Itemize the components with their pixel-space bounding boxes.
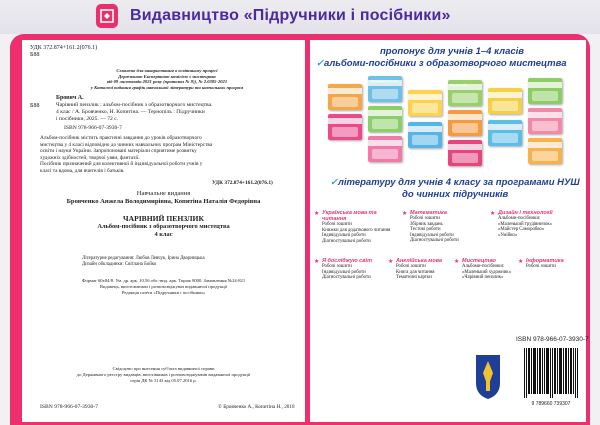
udk-bottom: УДК 372.874+161.2(076.1) <box>212 180 273 186</box>
approval-line: від 09 листопада 2021 року (протокол № 9)), № 2.0385-2021 <box>106 79 228 85</box>
approval-line: у Каталозі видання графік навчальної літератури та навчальних програм <box>90 84 244 90</box>
annotation-line: класі та вдома, для вчителів і батьків. <box>40 167 125 174</box>
publisher-name: Видавництво «Підручники і посібники» <box>130 7 451 24</box>
publisher-header <box>0 0 600 34</box>
biblio-line: і посібники, 2025. — 72 с. <box>56 115 119 122</box>
check-icon: ✓ <box>316 58 324 69</box>
approval-line: Державною Експертною комісією з мистецтва <box>118 73 216 79</box>
category-title: Англійська мова <box>396 258 443 264</box>
biblio-code: Б88 <box>30 103 40 109</box>
barcode-digits: 9 789660 739307 <box>531 401 571 407</box>
copyright: © Бровченко А., Копитіна Н., 2018 <box>218 404 295 410</box>
literature-subheading: до чинних підручників <box>402 189 509 200</box>
book-cover <box>528 78 562 104</box>
category-item: Робочі зошити <box>410 216 440 221</box>
publisher-logo-icon <box>96 4 118 28</box>
annotation-line: Посібник призначений для колективної й індивідуальної роботи учнів у <box>40 161 203 167</box>
book-title-label: Чарівний пензлик <box>370 79 399 83</box>
approval-line: Схвалено для використання в освітньому процесі <box>116 68 218 73</box>
albums-heading <box>316 58 567 69</box>
category-item: Діагностувальні роботи <box>410 238 459 244</box>
star-icon: ★ <box>314 211 320 217</box>
book-cover <box>368 106 402 132</box>
authors-full: Бровченко Анжела Володимирівна, Копитіна Наталія Федорівна <box>66 198 261 205</box>
annotation-line: мистецтва у 4 класі відповідно до чинних навчальних програм Міністерства <box>40 141 213 148</box>
book-cover <box>528 108 562 134</box>
book-cover <box>448 110 482 136</box>
certificate-line: до Державного реєстру видавців, виготівників і розповсюджувачів видавничої продукції <box>76 372 251 377</box>
book-cover <box>528 138 562 164</box>
category-item: Тематичні картки <box>396 275 432 281</box>
book-cover <box>488 120 522 146</box>
category-item: Альбоми-посібники: <box>498 216 541 221</box>
imprint-page <box>22 40 305 422</box>
biblio-line: 4 клас / А. Бровченко, Н. Копитіна. — Тернопіль : Підручники <box>56 108 205 115</box>
book-cover <box>488 88 522 114</box>
biblio-record <box>56 102 212 122</box>
isbn-middle: ISBN 978-966-07-3930-7 <box>64 125 122 131</box>
publisher-certificate <box>22 366 305 384</box>
book-subtitle: Альбом-посібник з образотворчого мистецтва <box>97 223 230 230</box>
category-title: Я досліджую світ <box>322 258 372 264</box>
category-item: Книга для читання <box>396 269 435 275</box>
author-heading: Брович А. <box>56 95 84 101</box>
edition-type: Навчальне видання <box>136 190 191 197</box>
category-title: Мистецтво <box>462 258 496 264</box>
annotation-line: художніх здібностей, творчої уяви, фантазії. <box>40 154 140 161</box>
star-icon: ★ <box>518 259 524 265</box>
category-item: Книжки для додаткового читання <box>322 227 391 233</box>
print-info-line: Видавець, виготовлювач і розповсюджувач видавничої продукції <box>99 284 228 289</box>
approval-block <box>42 68 292 90</box>
category-item: Збірник завдань <box>410 221 443 227</box>
book-cover <box>408 122 442 148</box>
book-cover <box>368 136 402 162</box>
literature-heading <box>330 177 580 188</box>
barcode-icon <box>522 346 580 402</box>
book-cover <box>328 84 362 110</box>
book-grade: 4 клас <box>154 231 173 238</box>
category-item: Альбоми-посібники: <box>462 264 505 269</box>
annotation-line: освіти і науки України. Запропоновані матеріали сприятиме розвитку <box>40 148 197 154</box>
print-info-line: Формат 60х84/8. Ум. др. арк. 10,56 обл.-вид. арк. Тираж 8000. Замовлення №24-821 <box>81 278 246 283</box>
category-item: Діагностувальні роботи <box>322 238 371 244</box>
category-item: Діагностувальні роботи <box>322 275 371 281</box>
category-item: «Умійко» <box>498 232 518 238</box>
category-item: «Чарівний пензлик» <box>462 275 504 281</box>
category-title: Математика <box>410 210 447 216</box>
biblio-line: Чарівний пензлик : альбом-посібник з образотворчого мистецтва. <box>56 102 213 108</box>
category-item: Індивідуальні роботи <box>410 232 454 238</box>
category-item: Індивідуальні роботи <box>322 269 366 275</box>
book-cover <box>448 140 482 166</box>
category-title: Українська мова та читання <box>322 210 377 222</box>
book-cover <box>408 90 442 116</box>
category-item: Робочі зошити <box>526 264 556 269</box>
annotation <box>40 135 212 174</box>
editor-line: Літературне редагування: Любов Левчук, Ірина Дворницька <box>82 256 205 261</box>
albums-heading-text: альбоми-посібники з образотворчого мистецтва <box>323 58 567 69</box>
category-item: Тестові роботи <box>410 227 441 233</box>
category-informatics <box>518 258 584 270</box>
isbn-bottom: ISBN 978-966-07-3930-7 <box>40 404 98 410</box>
book-title: ЧАРІВНИЙ ПЕНЗЛИК <box>123 214 204 223</box>
publisher-emblem-icon <box>473 353 503 401</box>
editor-line: Дизайн обкладинки: Світлана Бойко <box>82 262 157 268</box>
category-design <box>490 210 584 238</box>
category-item: Робочі зошити <box>322 264 352 269</box>
bbk-code: Б88 <box>30 52 40 58</box>
category-ukrainian <box>314 210 400 244</box>
category-item: «Маленький художник» <box>462 269 511 275</box>
category-item: Індивідуальні роботи <box>322 233 366 239</box>
book-cover <box>328 114 362 140</box>
star-icon: ★ <box>314 259 320 265</box>
annotation-line: Альбом-посібник містить практичні завдання до уроків образотворчого <box>40 135 202 141</box>
print-info-line: Редакція газети «Підручники і посібники» <box>121 290 206 295</box>
udk-top: УДК 372.874+161.2(076.1) <box>30 45 98 51</box>
literature-heading-text: літературу для учнів 4 класу за програмами НУШ <box>337 177 580 188</box>
star-icon: ★ <box>402 211 408 217</box>
category-math <box>402 210 488 244</box>
category-title: Дизайн і технології <box>498 210 553 216</box>
print-info <box>22 278 305 296</box>
category-item: «Маленький трудівничок» <box>498 221 553 227</box>
certificate-line: Свідоцтво про внесення суб'єкта видавничої справи <box>112 366 215 371</box>
book-title-label: Барвограй <box>450 83 467 87</box>
star-icon: ★ <box>490 211 496 217</box>
editors-block <box>82 256 205 268</box>
category-art <box>454 258 524 281</box>
category-item: Робочі зошити <box>322 222 352 227</box>
category-english <box>388 258 458 281</box>
star-icon: ★ <box>454 259 460 265</box>
certificate-line: серія ДК № 5143 від 05.07.2016 р. <box>130 378 197 383</box>
check-icon: ✓ <box>330 177 338 188</box>
category-item: «Майстер Саморобко» <box>498 227 545 233</box>
star-icon: ★ <box>388 259 394 265</box>
category-item: Робочі зошити <box>396 264 426 269</box>
isbn-label: ISBN 978-966-07-3930-7 <box>516 336 589 343</box>
offer-heading: пропонує для учнів 1–4 класів <box>380 46 525 57</box>
category-title: Інформатика <box>526 258 564 264</box>
